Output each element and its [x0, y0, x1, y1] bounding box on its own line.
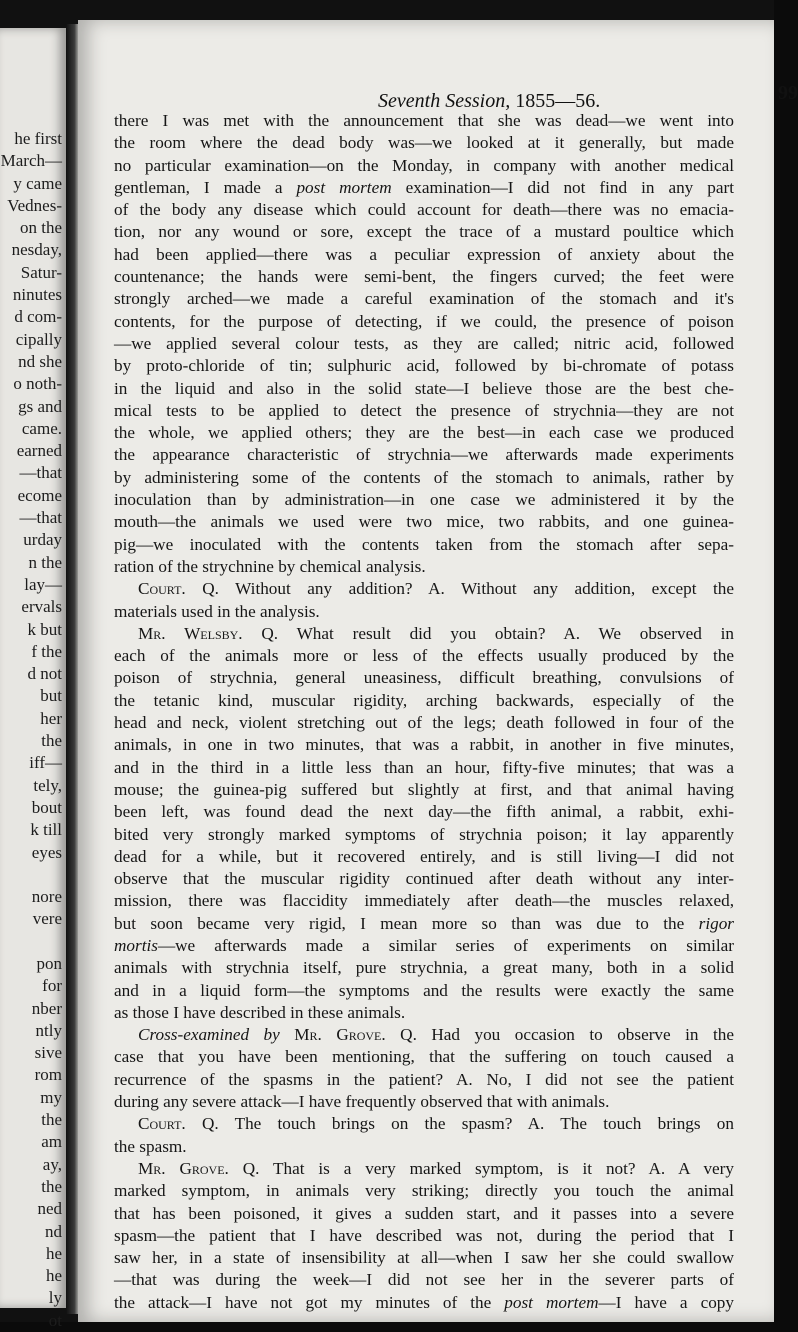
text-line: there I was met with the announcement that she was dead—we went into	[114, 111, 734, 130]
margin-fragment: sive	[34, 1043, 62, 1063]
margin-fragment: came.	[21, 418, 62, 438]
margin-fragment: Satur-	[20, 262, 62, 282]
text-line: mical tests to be applied to detect the presence of strychnia—they are not	[114, 400, 734, 420]
text-line: tion, nor any wound or sore, except the trace of a mustard poultice which	[114, 222, 734, 242]
text-line: the spasm.	[114, 1136, 187, 1156]
text-line	[114, 1113, 734, 1135]
text-line	[114, 1292, 734, 1314]
text-line: by proto-chloride of tin; sulphuric acid, followed by bi-chromate of potass	[114, 356, 734, 376]
text-line: by administering some of the contents of the stomach to animals, rather by	[114, 467, 734, 487]
text-line	[114, 623, 734, 645]
text-line	[114, 1158, 734, 1180]
text-line: in the liquid and also in the solid state—I believe those are the best che-	[114, 378, 734, 398]
text-line: mouse; the guinea-pig suffered but slightly at first, and that animal having	[114, 779, 734, 799]
text-line: pig—we inoculated with the contents taken from the stomach after sepa-	[114, 534, 734, 554]
italic-phrase: mortis	[114, 935, 158, 955]
text-segment: —we afterwards made a similar series of experiments on similar	[157, 935, 734, 955]
margin-fragment: he	[45, 1243, 62, 1263]
running-head-years: 1855—56.	[515, 90, 601, 112]
margin-fragment: earned	[16, 441, 62, 461]
text-line: the room where the dead body was—we looked at it generally, but made	[114, 133, 734, 153]
margin-fragment: but	[40, 686, 62, 706]
margin-fragment: Vednes-	[7, 195, 62, 215]
text-segment: but soon became very rigid, I mean more so than was due to the	[114, 913, 699, 933]
previous-page-text-fragments	[0, 128, 66, 1332]
text-line: —that was during the week—I did not see her in the severer parts of	[114, 1270, 734, 1290]
speaker-name: Court.	[138, 1114, 186, 1134]
italic-phrase: post mortem	[504, 1292, 599, 1312]
margin-fragment: bout	[31, 797, 62, 817]
text-segment: the attack—I have not got my minutes of the	[114, 1292, 505, 1312]
text-segment: Q. What result did you obtain? A. We observed in	[242, 623, 734, 643]
margin-fragment: nber	[31, 998, 62, 1018]
margin-fragment: —that	[19, 508, 62, 528]
margin-fragment	[0, 931, 66, 953]
margin-fragment: rom	[34, 1065, 62, 1085]
margin-fragment: ot	[48, 1310, 62, 1330]
margin-fragment: on the	[19, 218, 62, 238]
margin-fragment: nesday,	[11, 240, 62, 260]
text-line: materials used in the analysis.	[114, 601, 320, 621]
text-line: case that you have been mentioning, that the suffering on touch caused a	[114, 1047, 734, 1067]
italic-phrase: Cross-examined by	[138, 1025, 295, 1045]
text-segment: —I have a copy	[598, 1292, 734, 1312]
text-line: the appearance characteristic of strychnia—we afterwards made experiments	[114, 445, 734, 465]
margin-fragment: d com-	[14, 307, 62, 327]
margin-fragment: nore	[31, 887, 62, 907]
margin-fragment: eyes	[31, 842, 62, 862]
text-line: animals, in one in two minutes, that was a rabbit, in another in five minutes,	[114, 735, 734, 755]
margin-fragment: pon	[36, 953, 62, 973]
margin-fragment: nd she	[18, 351, 62, 371]
speaker-name: Court.	[138, 579, 186, 599]
margin-fragment: ly	[48, 1288, 62, 1308]
margin-fragment: am	[41, 1132, 62, 1152]
text-line: dead for a while, but it recovered entirely, and is still living—I did not	[114, 846, 734, 866]
text-line: the tetanic kind, muscular rigidity, arching backwards, especially of the	[114, 690, 734, 710]
text-line: spasm—the patient that I have described was not, during the period that I	[114, 1225, 734, 1245]
text-line: countenance; the hands were semi-bent, the fingers curved; the feet were	[114, 267, 734, 287]
margin-fragment: my	[40, 1087, 62, 1107]
text-line: mouth—the animals we used were two mice, two rabbits, and one guinea-	[114, 512, 734, 532]
text-line: of the body any disease which could account for death—there was no emacia-	[114, 200, 734, 220]
margin-fragment: o noth-	[13, 374, 62, 394]
margin-fragment: the	[41, 1176, 62, 1196]
margin-fragment: vere	[32, 909, 62, 929]
margin-fragment: urday	[23, 530, 62, 550]
margin-fragment: he	[45, 1266, 62, 1286]
italic-phrase: post mortem	[296, 177, 392, 197]
margin-fragment: ay,	[42, 1154, 62, 1174]
testimony-text	[114, 110, 734, 1314]
text-line: and in the third in a little less than an hour, fifty-five minutes; that was a	[114, 757, 734, 777]
text-segment: Q. Had you occasion to observe in the	[385, 1025, 734, 1045]
text-line: animals with strychnia itself, pure strychnia, a great many, both in a solid	[114, 958, 734, 978]
margin-fragment: the	[41, 731, 62, 751]
text-line	[114, 913, 734, 935]
margin-fragment: iff—	[29, 753, 62, 773]
margin-fragment: cipally	[15, 329, 62, 349]
margin-fragment: March—	[0, 151, 62, 171]
margin-fragment: her	[40, 708, 62, 728]
text-line: poison of strychnia, general uneasiness, difficult breathing, convulsions of	[114, 668, 734, 688]
text-line: strongly arched—we made a careful examination of the stomach and it's	[114, 289, 734, 309]
margin-fragment: ecome	[17, 485, 62, 505]
text-line	[114, 1024, 734, 1046]
text-line: been left, was found dead the next day—the fifth animal, a rabbit, exhi-	[114, 802, 734, 822]
italic-phrase: rigor	[698, 913, 734, 933]
text-segment: Q. That is a very marked symptom, is it not? A. A very	[228, 1158, 734, 1178]
margin-fragment: ninutes	[12, 285, 62, 305]
margin-fragment: lay—	[24, 574, 62, 594]
margin-fragment: ntly	[35, 1020, 62, 1040]
text-line: and in a liquid form—the symptoms and the results were exactly the same	[114, 980, 734, 1000]
margin-fragment: he first	[14, 129, 62, 148]
text-line: inoculation than by administration—in one case we administered it by the	[114, 490, 734, 510]
text-line: mission, there was flaccidity immediately after death—the muscles relaxed,	[114, 891, 734, 911]
text-line: recurrence of the spasms in the patient? A. No, I did not see the patient	[114, 1069, 734, 1089]
text-line: bited very strongly marked symptoms of strychnia poison; it lay apparently	[114, 824, 734, 844]
margin-fragment: k till	[30, 820, 62, 840]
margin-fragment	[0, 864, 66, 886]
margin-fragment: the	[41, 1110, 62, 1130]
text-line: contents, for the purpose of detecting, if we could, the presence of poison	[114, 311, 734, 331]
text-line: as those I have described in these animals.	[114, 1002, 406, 1022]
text-line: —we applied several colour tests, as they are called; nitric acid, followed	[114, 333, 734, 353]
text-line: had been applied—there was a peculiar expression of anxiety about the	[114, 244, 734, 264]
text-line: during any severe attack—I have frequently observed that with animals.	[114, 1092, 610, 1112]
speaker-name: Mr. Grove.	[294, 1025, 386, 1045]
margin-fragment: —that	[19, 463, 62, 483]
text-segment: examination—I did not find in any part	[391, 177, 734, 197]
text-line: head and neck, violent stretching out of the legs; death followed in four of the	[114, 713, 734, 733]
margin-fragment: tely,	[33, 775, 62, 795]
text-line	[114, 935, 734, 957]
previous-page-edge	[0, 28, 66, 1330]
running-head-title: Seventh Session,	[378, 90, 511, 112]
margin-fragment: nd	[45, 1221, 62, 1241]
text-segment: gentleman, I made a	[114, 177, 297, 197]
margin-fragment: gs and	[18, 396, 62, 416]
page-number: 99	[778, 82, 798, 104]
text-line: marked symptom, in animals very striking; directly you touch the animal	[114, 1181, 734, 1201]
text-line	[114, 177, 734, 199]
text-line: saw her, in a state of insensibility at all—when I saw her she could swallow	[114, 1248, 734, 1268]
text-line: no particular examination—on the Monday, in company with another medical	[114, 155, 734, 175]
speaker-name: Mr. Grove.	[138, 1158, 229, 1178]
margin-fragment: ned	[37, 1199, 62, 1219]
text-line: each of the animals more or less of the effects usually produced by the	[114, 646, 734, 666]
margin-fragment: d not	[27, 664, 62, 684]
text-line: the whole, we applied others; they are the best—in each case we produced	[114, 423, 734, 443]
margin-fragment: f the	[31, 641, 62, 661]
margin-fragment: ervals	[21, 597, 62, 617]
speaker-name: Mr. Welsby.	[138, 623, 243, 643]
margin-fragment: for	[42, 976, 62, 996]
margin-fragment: k but	[27, 619, 62, 639]
text-line	[114, 578, 734, 600]
text-segment: Q. The touch brings on the spasm? A. The touch brings on	[185, 1114, 734, 1134]
text-line: ration of the strychnine by chemical analysis.	[114, 556, 426, 576]
text-line: that has been poisoned, it gives a sudden start, and it passes into a severe	[114, 1203, 734, 1223]
margin-fragment: n the	[28, 552, 62, 572]
margin-fragment: y came	[13, 173, 62, 193]
text-segment: Q. Without any addition? A. Without any addition, except the	[185, 579, 734, 599]
text-line: observe that the muscular rigidity continued after death without any inter-	[114, 869, 734, 889]
